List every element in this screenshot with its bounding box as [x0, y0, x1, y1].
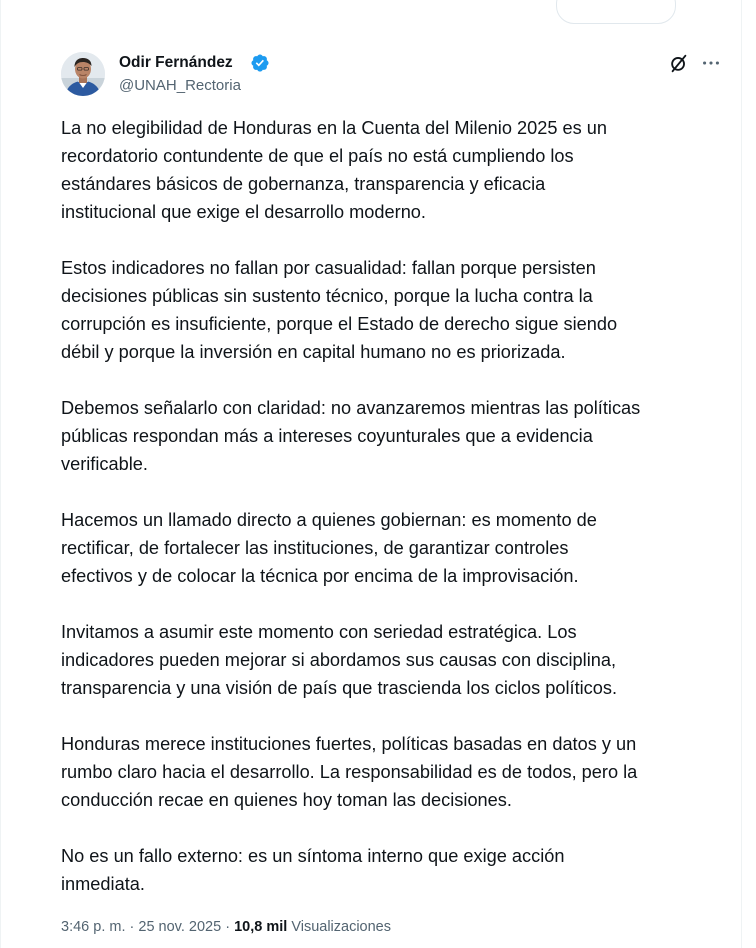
- text-line: decisiones públicas sin sustento técnico, porque la lucha contra la: [61, 286, 593, 306]
- views-label: Visualizaciones: [291, 919, 391, 935]
- text-line: Estos indicadores no fallan por casualidad: fallan porque persisten: [61, 258, 596, 278]
- text-line: rumbo claro hacia el desarrollo. La responsabilidad es de todos, pero la: [61, 762, 638, 782]
- top-pill-button[interactable]: [556, 0, 676, 24]
- tweet-paragraph: [61, 842, 731, 898]
- tweet-paragraph: [61, 254, 731, 366]
- avatar-image: [61, 52, 105, 96]
- tweet-date: 25 nov. 2025: [138, 919, 222, 935]
- tweet-metadata: [61, 917, 391, 937]
- tweet-paragraph: [61, 394, 731, 478]
- tweet-paragraph: [61, 730, 731, 814]
- text-line: efectivos y de colocar la técnica por encima de la improvisación.: [61, 566, 579, 586]
- text-line: inmediata.: [61, 874, 145, 894]
- views-count: 10,8 mil: [234, 919, 288, 935]
- text-line: conducción recae en quienes hoy toman las decisiones.: [61, 790, 512, 810]
- text-line: estándares básicos de gobernanza, transparencia y eficacia: [61, 174, 546, 194]
- text-line: Invitamos a asumir este momento con seriedad estratégica. Los: [61, 622, 577, 642]
- grok-icon[interactable]: [668, 52, 690, 74]
- text-line: recordatorio contundente de que el país no está cumpliendo los: [61, 146, 574, 166]
- tweet-paragraph: [61, 618, 731, 702]
- tweet-paragraph: [61, 114, 731, 226]
- text-line: públicas respondan más a intereses coyunturales que a evidencia: [61, 426, 593, 446]
- text-line: indicadores pueden mejorar si abordamos sus causas con disciplina,: [61, 650, 617, 670]
- author-name[interactable]: Odir Fernández: [119, 54, 233, 71]
- tweet-timestamp[interactable]: [61, 919, 221, 935]
- avatar[interactable]: [61, 52, 105, 96]
- text-line: rectificar, de fortalecer las instituciones, de garantizar controles: [61, 538, 569, 558]
- verified-badge-icon: [250, 53, 270, 73]
- meta-separator: ·: [225, 919, 231, 935]
- text-line: La no elegibilidad de Honduras en la Cuenta del Milenio 2025 es un: [61, 118, 608, 138]
- text-line: No es un fallo externo: es un síntoma interno que exige acción: [61, 846, 565, 866]
- text-line: corrupción es insuficiente, porque el Estado de derecho sigue siendo: [61, 314, 618, 334]
- text-line: institucional que exige el desarrollo moderno.: [61, 202, 426, 222]
- text-line: Debemos señalarlo con claridad: no avanzaremos mientras las políticas: [61, 398, 641, 418]
- text-line: transparencia y una visión de país que trascienda los ciclos políticos.: [61, 678, 618, 698]
- tweet-paragraph: [61, 506, 731, 590]
- tweet-text: [61, 114, 731, 898]
- text-line: verificable.: [61, 454, 148, 474]
- tweet-time: 3:46 p. m.: [61, 919, 126, 935]
- meta-separator: ·: [129, 919, 135, 935]
- more-options-icon[interactable]: [700, 52, 722, 74]
- author-handle[interactable]: @UNAH_Rectoria: [119, 77, 241, 94]
- text-line: débil y porque la inversión en capital humano no es priorizada.: [61, 342, 566, 362]
- text-line: Hacemos un llamado directo a quienes gobiernan: es momento de: [61, 510, 597, 530]
- text-line: Honduras merece instituciones fuertes, políticas basadas en datos y un: [61, 734, 637, 754]
